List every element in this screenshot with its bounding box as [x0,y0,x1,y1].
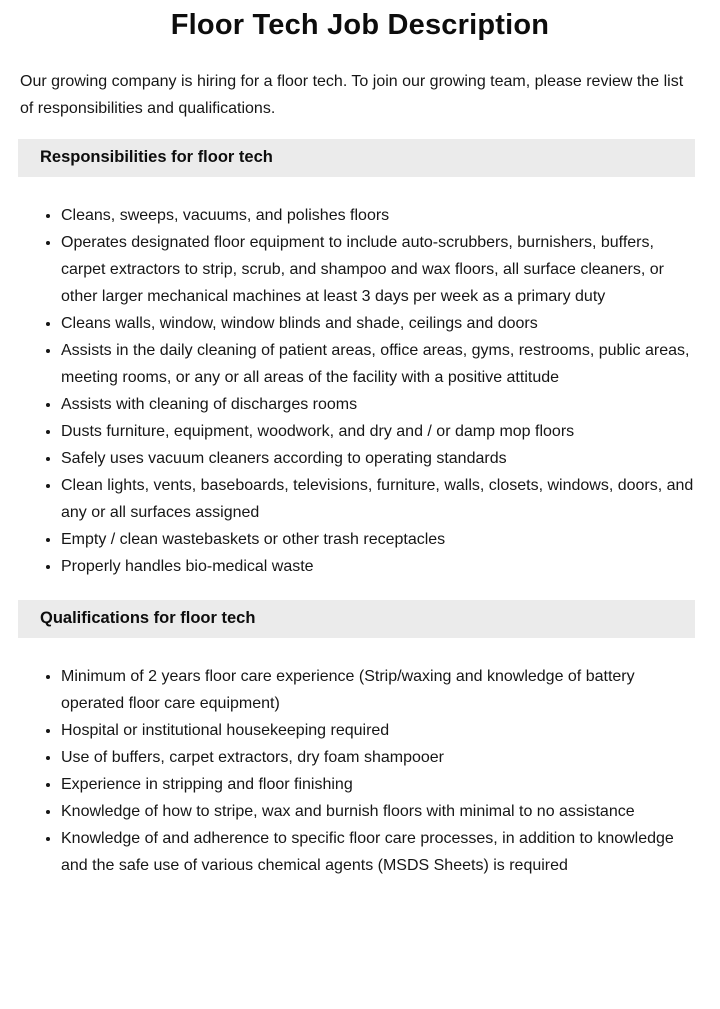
page-title: Floor Tech Job Description [170,9,550,41]
list-item: • Assists in the daily cleaning of patient areas, office areas, gyms, restrooms, public areas, meeting rooms, or any or all areas of the facility with a positive attitude [61,337,702,391]
list-item: • Hospital or institutional housekeeping required [61,717,702,744]
list-item: • Minimum of 2 years floor care experience (Strip/waxing and knowledge of battery operated floor care equipment) [61,663,702,717]
list-item: • Operates designated floor equipment to include auto-scrubbers, burnishers, buffers, carpet extractors to strip, scrub, and shampoo and wax floors, all surface cleaners, or other larger mechanical machines at least 3 days per week as a primary duty [61,229,702,310]
list-item: • Knowledge of and adherence to specific floor care processes, in addition to knowledge and the safe use of various chemical agents (MSDS Sheets) is required [61,825,702,879]
list-item: • Assists with cleaning of discharges rooms [61,391,702,418]
section-heading-responsibilities: Responsibilities for floor tech [18,139,695,177]
qualifications-list [0,663,720,879]
intro-paragraph: Our growing company is hiring for a floor tech. To join our growing team, please review the list of responsibilities and qualifications. [20,73,684,117]
responsibilities-list [0,202,720,580]
list-item: • Clean lights, vents, baseboards, televisions, furniture, walls, closets, windows, doors, and any or all surfaces assigned [61,472,702,526]
section-heading-qualifications: Qualifications for floor tech [18,600,695,638]
list-item: • Properly handles bio-medical waste [61,553,702,580]
list-item: • Safely uses vacuum cleaners according to operating standards [61,445,702,472]
list-item: • Dusts furniture, equipment, woodwork, and dry and / or damp mop floors [61,418,702,445]
list-item: • Use of buffers, carpet extractors, dry foam shampooer [61,744,702,771]
list-item: • Knowledge of how to stripe, wax and burnish floors with minimal to no assistance [61,798,702,825]
list-item: • Empty / clean wastebaskets or other trash receptacles [61,526,702,553]
job-description-page [0,7,720,879]
list-item: • Cleans, sweeps, vacuums, and polishes floors [61,202,702,229]
list-item: • Experience in stripping and floor finishing [61,771,702,798]
list-item: • Cleans walls, window, window blinds and shade, ceilings and doors [61,310,702,337]
